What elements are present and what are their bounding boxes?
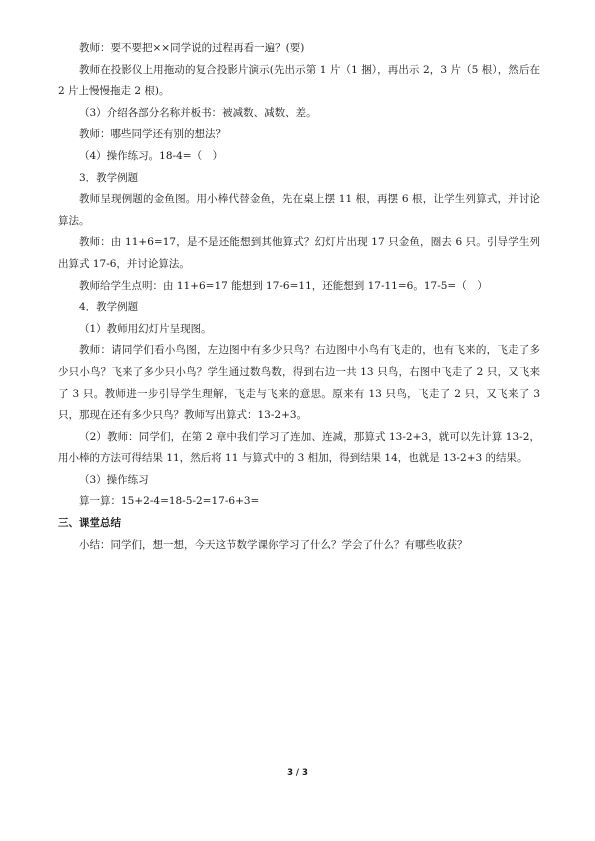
paragraph: （2）教师：同学们，在第 2 章中我们学习了连加、连减，那算式 13-2+3，就可以先计算 13-2，用小棒的方法可得结果 11，然后将 11 与算式中的 3 相加，得到结果 14，也就是 13-2+3 的结果。: [58, 430, 540, 465]
paragraph: （3）操作练习: [79, 473, 149, 486]
page-number: 3 / 3: [287, 768, 308, 778]
section-heading: 3．教学例题: [79, 171, 139, 184]
paragraph: 教师：请同学们看小鸟图，左边图中有多少只鸟？右边图中小鸟有飞走的，也有飞来的，飞走了多少只小鸟？飞来了多少只小鸟？学生通过数鸟数，得到右边一共 13 只鸟，右图中飞走了 2 只，又飞来了 3 只。教师进一步引导学生理解，飞走与飞来的意思。原来有 13 只鸟，飞走了 2 只，又飞来了 3 只，那现在还有多少只鸟？教师写出算式：13-2+3。: [58, 344, 540, 422]
paragraph: （1）教师用幻灯片呈现图。: [79, 322, 212, 335]
document-body: [58, 38, 540, 556]
paragraph: 教师：由 11+6=17，是不是还能想到其他算式？幻灯片出现 17 只金鱼，圈去 6 只。引导学生列出算式 17-6，并讨论算法。: [58, 236, 540, 270]
paragraph: 教师呈现例题的金鱼图。用小棒代替金鱼，先在桌上摆 11 根，再摆 6 根，让学生列算式，并讨论算法。: [58, 193, 540, 227]
section-heading: 4．教学例题: [79, 301, 139, 314]
paragraph: 算一算：15+2-4=18-5-2=17-6+3=: [79, 495, 260, 508]
paragraph: 教师给学生点明：由 11+6=17 能想到 17-6=11，还能想到 17-11=6。17-5=（ ）: [79, 279, 488, 292]
paragraph: 小结：同学们，想一想，今天这节数学课你学习了什么？学会了什么？有哪些收获？: [79, 538, 468, 551]
paragraph: （3）介绍各部分名称并板书：被减数、减数、差。: [79, 106, 317, 119]
major-heading: 三、课堂总结: [58, 517, 121, 530]
paragraph: （4）操作练习。18-4=（ ）: [79, 149, 224, 162]
paragraph: 教师：哪些同学还有别的想法？: [79, 128, 226, 141]
paragraph: 教师在投影仪上用拖动的复合投影片演示(先出示第 1 片（1 捆），再出示 2，3 片（5 根），然后在 2 片上慢慢拖走 2 根)。: [58, 63, 540, 98]
paragraph: 教师：要不要把××同学说的过程再看一遍？(要): [79, 42, 305, 54]
